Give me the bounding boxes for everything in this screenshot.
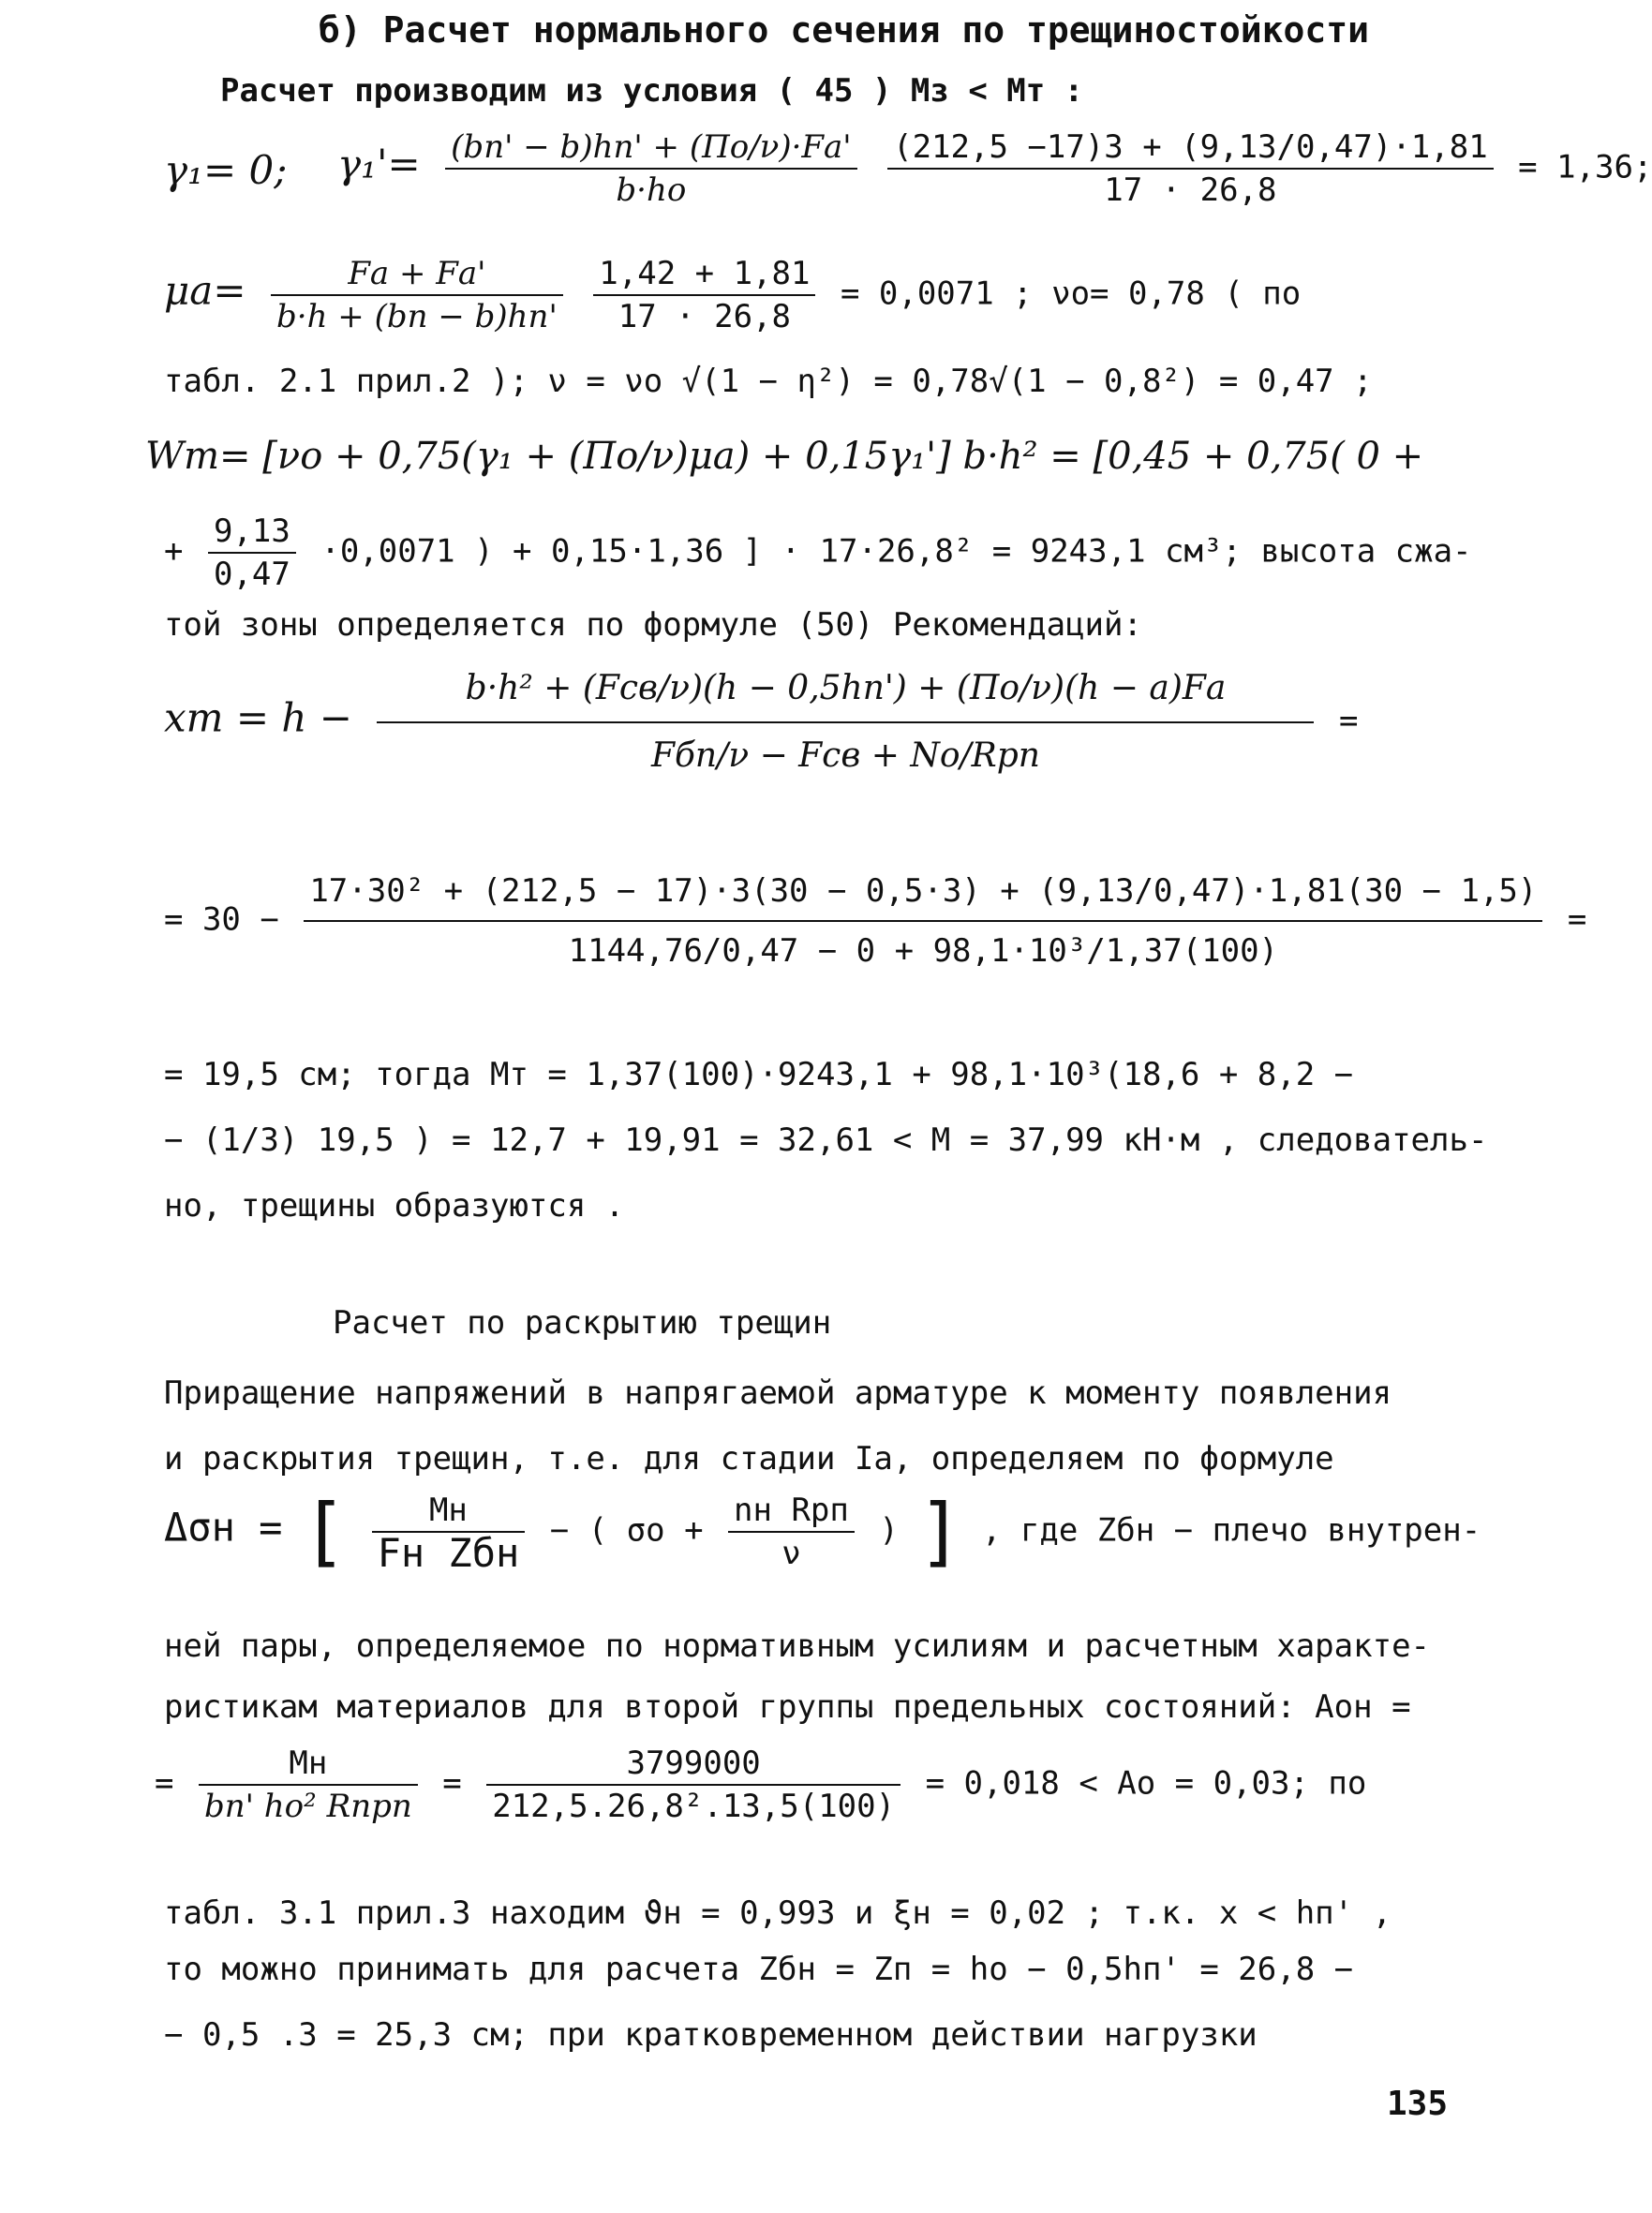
mu-result: = 0,0071 ; νо= 0,78 ( по	[840, 275, 1302, 313]
section-b-heading: б) Расчет нормального сечения по трещиностойкости	[319, 9, 1370, 51]
wt-line2: + $\frac{9,13}{0,47}$ ·0,0071 ) + 0,15·1,36 ] · 17·26,8² = 9243,1 см³; высота сжа-	[164, 512, 1472, 593]
dsigma-close: )	[879, 1511, 899, 1550]
para1-line2: и раскрытия трещин, т.е. для стадии Iа, определяем по формуле	[164, 1440, 1334, 1478]
mu-sub-den: 17 · 26,8	[618, 298, 791, 335]
page-number: 135	[1387, 2085, 1449, 2123]
xt-sub-num: 17·30² + (212,5 − 17)·3(30 − 0,5·3) + (9,13/0,47)·1,81(30 − 1,5)	[304, 862, 1542, 922]
gamma1p-sub-fraction	[887, 126, 1494, 211]
gamma1p-sub-num: (212,5 −17)3 + (9,13/0,47)·1,81	[887, 126, 1494, 170]
ao-f2-num: 3799000	[486, 1743, 900, 1786]
xt-sub-prefix: = 30 −	[164, 900, 279, 939]
xt-sub-fraction	[304, 862, 1542, 980]
dsigma-f2-den: ν	[781, 1535, 801, 1572]
ao-formula	[155, 1743, 1366, 1827]
ao-f1-den: bп' ho² Rпрп	[203, 1788, 412, 1825]
wt-line2-rest: ·0,0071 ) + 0,15·1,36 ] · 17·26,8² = 9243,1 см³; высота сжа-	[320, 532, 1472, 571]
table-line: табл. 3.1 прил.3 находим ϑн = 0,993 и ξн = 0,02 ; т.к. x < hп' ,	[164, 1894, 1392, 1932]
mu-formula	[164, 253, 1301, 337]
dsigma-label: Δσн =	[164, 1504, 283, 1551]
mu-sub-num: 1,42 + 1,81	[593, 253, 815, 296]
para1-line1: Приращение напряжений в напрягаемой арматуре к моменту появления	[164, 1374, 1392, 1412]
mu-label: μа=	[164, 267, 246, 314]
xt-sub-den: 1144,76/0,47 − 0 + 98,1·10³/1,37(100)	[568, 932, 1279, 970]
dsigma-f1-den: Fн Zбн	[377, 1530, 520, 1576]
para2-line1: ней пары, определяемое по нормативным усилиям и расчетным характе-	[164, 1627, 1431, 1665]
ao-f2	[486, 1743, 900, 1827]
ao-mid: =	[442, 1764, 462, 1803]
mt-line2: − (1/3) 19,5 ) = 12,7 + 19,91 = 32,61 < М = 37,99 кН·м , следователь-	[164, 1121, 1488, 1159]
gamma1-def: γ₁= 0;	[164, 147, 288, 193]
mt-line3: но, трещины образуются .	[164, 1187, 625, 1225]
z-line: то можно принимать для расчета Zбн = Zп = ho − 0,5hп' = 26,8 −	[164, 1951, 1354, 1988]
gamma1p-num: (bп' − b)hп' + (По/ν)·Fа'	[445, 126, 856, 170]
xt-eq: =	[1338, 702, 1359, 740]
wt-frac-den: 0,47	[213, 556, 290, 593]
gamma1p-label: γ₁'=	[337, 141, 421, 187]
xt-fraction	[377, 656, 1314, 789]
xt-den: Fбп/ν − Fсв + No/Rрп	[650, 736, 1040, 775]
dsigma-formula	[164, 1490, 1481, 1574]
mu-fraction	[271, 253, 563, 337]
wt-frac-num: 9,13	[208, 511, 296, 554]
mu-sub-fraction	[593, 253, 815, 337]
dsigma-f2	[728, 1490, 855, 1574]
xt-formula	[164, 656, 1358, 789]
wt-line1: Wт= [νо + 0,75(γ₁ + (По/ν)μа) + 0,15γ₁'] b·h² = [0,45 + 0,75( 0 +	[145, 435, 1424, 478]
mu-num: Fа + Fа'	[271, 253, 563, 296]
ao-f1-num: Мн	[199, 1743, 418, 1786]
xt-label: xт = h −	[164, 694, 352, 741]
dsigma-f1	[372, 1490, 526, 1574]
dsigma-f1-num: Мн	[372, 1490, 526, 1533]
last-line: − 0,5 .3 = 25,3 см; при кратковременном действии нагрузки	[164, 2016, 1258, 2054]
mu-den: b·h + (bп − b)hп'	[276, 298, 558, 335]
left-bracket: [	[301, 1488, 348, 1575]
mt-line1: = 19,5 см; тогда Мт = 1,37(100)·9243,1 + 98,1·10³(18,6 + 8,2 −	[164, 1056, 1354, 1093]
xt-num: b·h² + (Fсв/ν)(h − 0,5hп') + (По/ν)(h − а)Fа	[377, 656, 1314, 723]
right-bracket: ]	[917, 1488, 963, 1575]
dsigma-mid: − ( σо +	[549, 1511, 704, 1550]
ao-result: = 0,018 < Ao = 0,03; по	[925, 1764, 1367, 1803]
condition-line: Расчет производим из условия ( 45 ) Мз < Мт :	[220, 72, 1084, 110]
xt-sub-formula	[164, 862, 1586, 980]
ao-f2-den: 212,5.26,8².13,5(100)	[492, 1788, 896, 1825]
para2-line2: ристикам материалов для второй группы предельных состояний: Aон =	[164, 1688, 1411, 1726]
gamma1p-formula	[337, 126, 1652, 211]
gamma1p-sub-den: 17 · 26,8	[1104, 171, 1277, 209]
zone-line: той зоны определяется по формуле (50) Рекомендаций:	[164, 606, 1142, 644]
nu-line: табл. 2.1 прил.2 ); ν = νо √(1 − η²) = 0,78√(1 − 0,8²) = 0,47 ;	[164, 363, 1373, 400]
ao-prefix: =	[155, 1764, 174, 1803]
gamma1p-result: = 1,36;	[1518, 148, 1652, 186]
ao-f1	[199, 1743, 418, 1827]
wt-line2-fraction	[208, 511, 296, 595]
dsigma-tail: , где Zбн − плечо внутрен-	[981, 1511, 1481, 1550]
gamma1p-fraction	[445, 126, 856, 211]
dsigma-f2-num: nн Rрп	[728, 1490, 855, 1533]
section-crack-heading: Расчет по раскрытию трещин	[333, 1304, 832, 1342]
gamma1p-den: b·ho	[616, 171, 687, 209]
xt-sub-eq: =	[1567, 900, 1587, 939]
